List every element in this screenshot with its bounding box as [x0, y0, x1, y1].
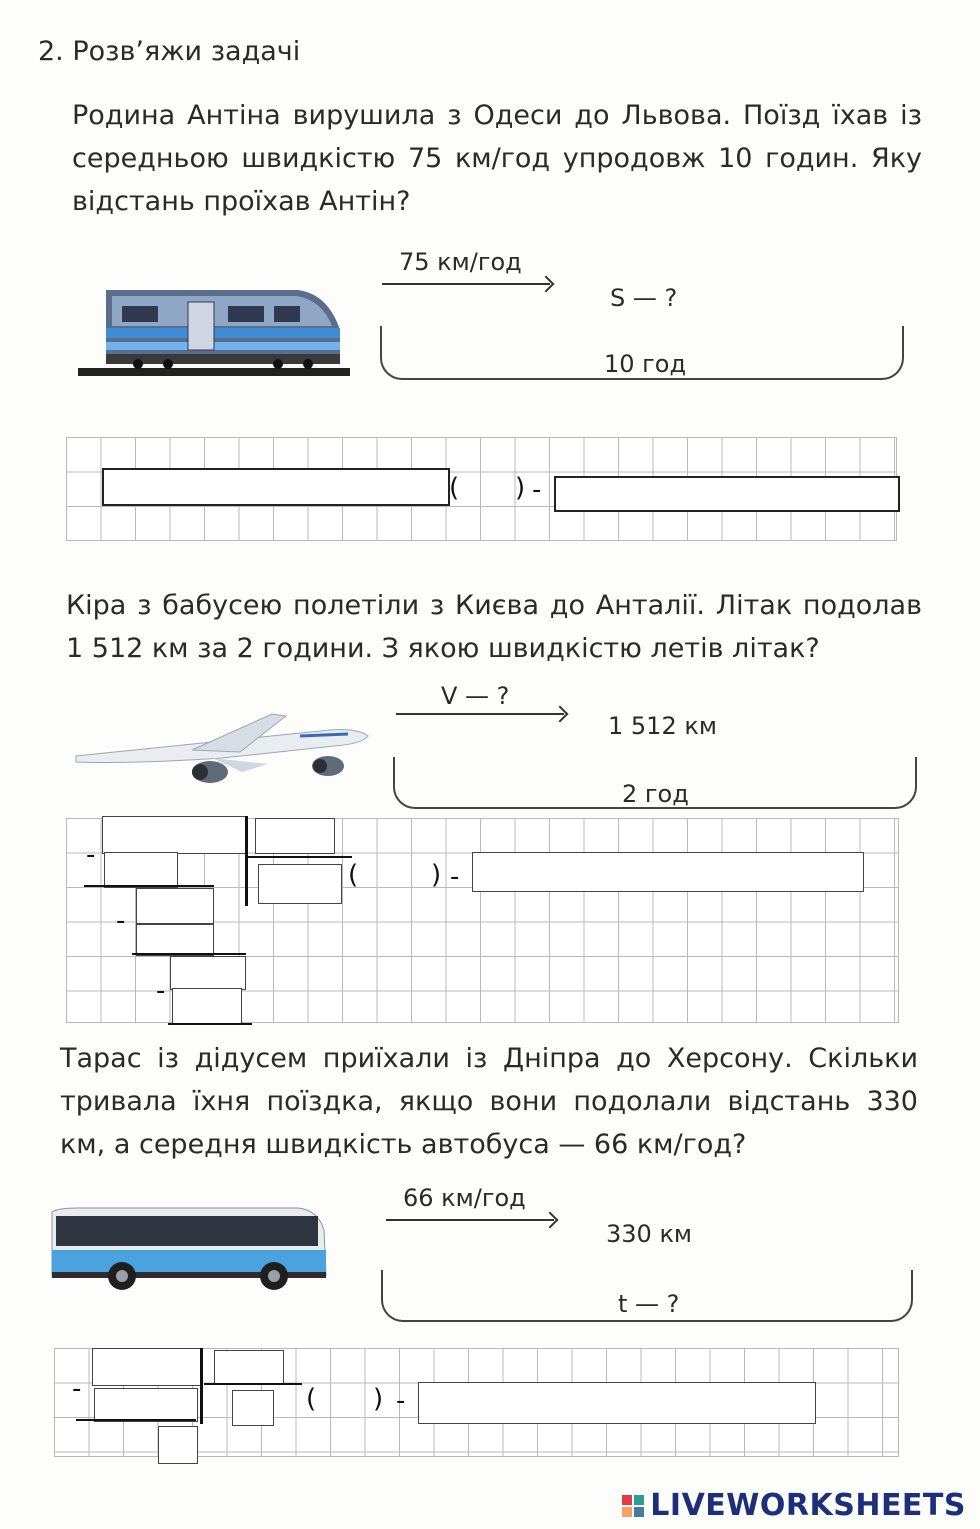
problem-1-distance-label: S — ?: [610, 284, 678, 312]
problem-2-final-box: [172, 988, 242, 1024]
liveworksheets-mark-icon: [622, 1495, 644, 1517]
problem-2-unit-input[interactable]: [364, 864, 428, 894]
problem-2-open-paren: (: [348, 860, 359, 890]
bus-icon: [48, 1206, 328, 1292]
problem-3-dividend-input[interactable]: [92, 1348, 202, 1386]
problem-1-unit-input[interactable]: [466, 474, 514, 502]
problem-2-remainder-1-input[interactable]: [136, 888, 214, 924]
problem-3-minus-1: -: [72, 1374, 82, 1404]
problem-2-minus-1: -: [86, 840, 96, 870]
problem-2-speed-label: V — ?: [441, 682, 510, 710]
problem-2-remainder-2-input[interactable]: [170, 956, 246, 990]
problem-3-remainder-1-input[interactable]: [158, 1426, 198, 1464]
problem-1-time-label: 10 год: [604, 350, 687, 378]
problem-3-time-label: t — ?: [618, 1290, 680, 1318]
problem-1-answer-input[interactable]: [554, 476, 900, 512]
problem-2-distance-label: 1 512 км: [608, 712, 717, 740]
problem-2-subtrahend-1-input[interactable]: [104, 852, 178, 888]
problem-1-close-paren: ): [515, 473, 526, 503]
problem-2-text: Кіра з бабусею полетіли з Києва до Анталії. Літак подолав 1 512 км за 2 години. З якою швидкістю летів літак?: [66, 590, 922, 664]
problem-3-subtrahend-1-input[interactable]: [94, 1388, 198, 1422]
problem-1-expression-input[interactable]: [102, 468, 450, 506]
problem-2-division-bar: [245, 816, 248, 906]
problem-2-close-paren: ): [431, 860, 442, 890]
problem-3-text: Тарас із дідусем приїхали із Дніпра до Херсону. Скільки тривала їхня поїздка, якщо вони подолали відстань 330 км, а середня швидкість автобуса — 66 км/год?: [60, 1043, 918, 1160]
problem-2-time-label: 2 год: [622, 780, 689, 808]
problem-2-speed-arrow: [396, 713, 564, 715]
problem-3-speed-label: 66 км/год: [403, 1184, 526, 1212]
airplane-icon: [72, 712, 376, 792]
problem-3-dash: -: [396, 1386, 406, 1416]
problem-3-close-paren: ): [373, 1384, 384, 1414]
problem-2-dividend-input[interactable]: [102, 816, 246, 854]
problem-2-underline-3: [168, 1023, 252, 1025]
problem-2-divisor-input[interactable]: [255, 818, 335, 854]
problem-3-divisor-input[interactable]: [214, 1350, 284, 1384]
problem-2-subtrahend-2-input[interactable]: [136, 924, 214, 956]
brand-name: LIVEWORKSHEETS: [650, 1488, 966, 1523]
problem-1-text: Родина Антіна вирушила з Одеси до Львова. Поїзд їхав із середньою швидкістю 75 км/год упродовж 10 годин. Яку відстань проїхав Антін?: [72, 100, 922, 217]
problem-2-underline-1: [84, 885, 214, 887]
problem-2-underline-2: [132, 953, 246, 955]
problem-2-minus-3: -: [156, 976, 166, 1006]
page-heading: 2. Розв’яжи задачі: [38, 36, 301, 67]
problem-3-open-paren: (: [306, 1384, 317, 1414]
problem-1-speed-label: 75 км/год: [399, 248, 522, 276]
problem-2-dash: -: [450, 862, 460, 892]
problem-3-divisor-line: [204, 1383, 302, 1385]
problem-1-speed-arrow: [382, 283, 550, 285]
problem-3-speed-arrow: [386, 1219, 554, 1221]
liveworksheets-logo[interactable]: [622, 1488, 966, 1523]
problem-3-quotient-input[interactable]: [232, 1390, 274, 1426]
problem-3-division-bar: [200, 1348, 203, 1424]
problem-2-divisor-line: [248, 856, 352, 858]
problem-2-answer-input[interactable]: [472, 852, 864, 892]
problem-3-answer-input[interactable]: [418, 1382, 816, 1424]
problem-3-underline-1: [76, 1419, 196, 1421]
problem-1-open-paren: (: [449, 473, 460, 503]
problem-3-unit-input[interactable]: [322, 1388, 372, 1418]
problem-2-minus-2: -: [116, 906, 126, 936]
train-icon: [78, 282, 350, 378]
problem-3-distance-label: 330 км: [606, 1220, 693, 1248]
problem-1-dash: -: [532, 475, 542, 505]
problem-2-quotient-input[interactable]: [258, 864, 342, 904]
